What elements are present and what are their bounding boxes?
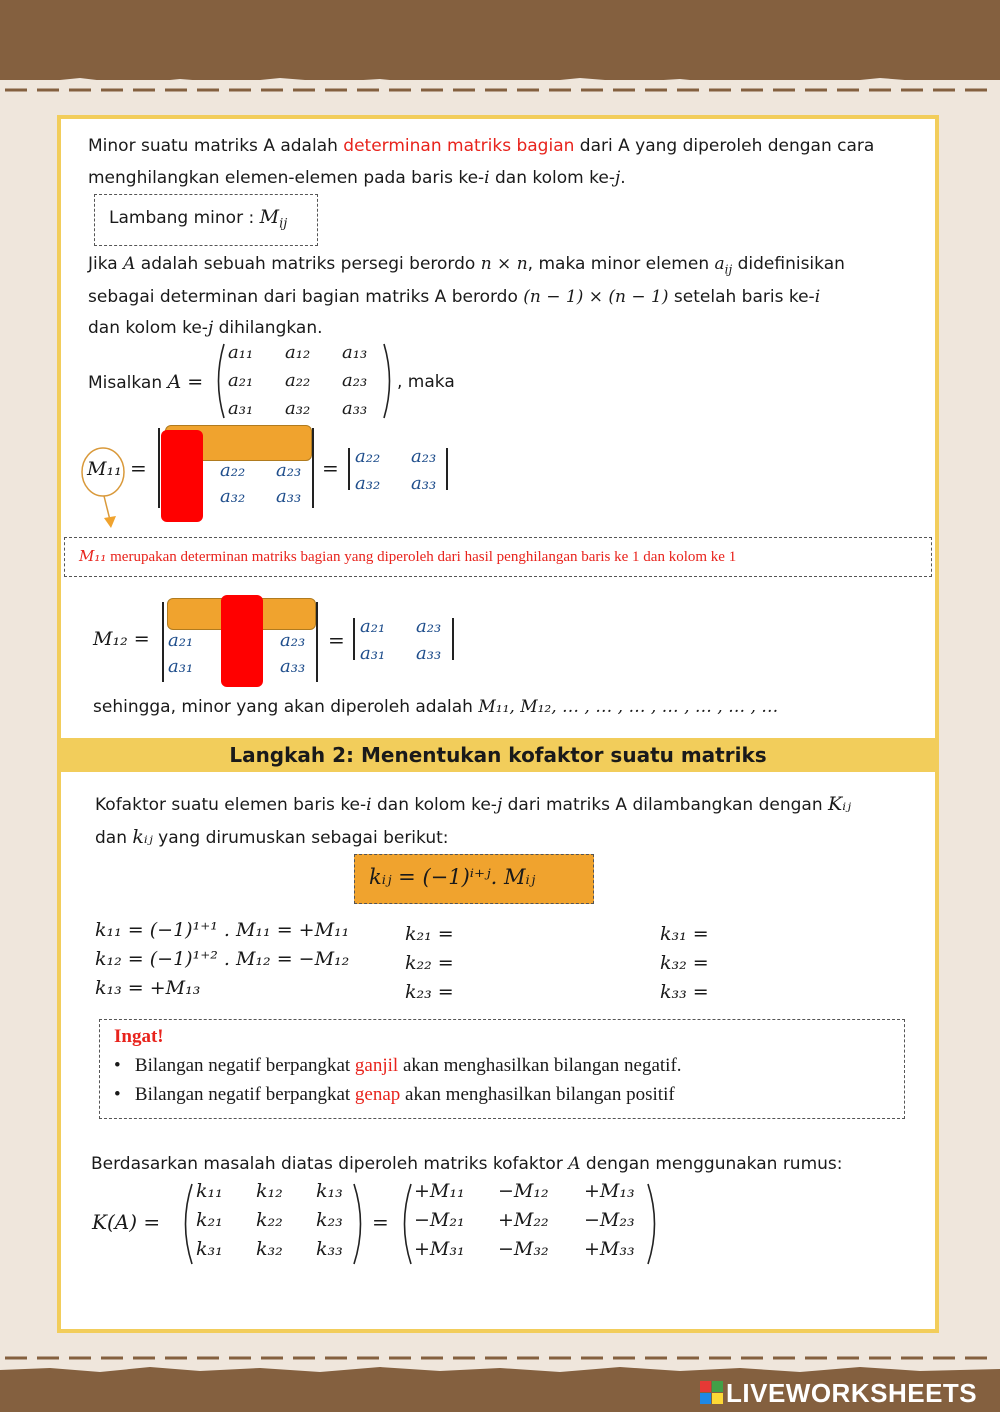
m12-submatrix-cell: a₂₁ [168, 630, 194, 651]
signed-minor-cell: +M₃₁ [414, 1238, 465, 1260]
top-decorative-band [0, 0, 1000, 80]
m11-note-text: M₁₁ merupakan determinan matriks bagian yang diperoleh dari hasil penghilangan baris ke 1 dan kolom ke 1 [79, 547, 737, 565]
matrix-a-cell: a₂₂ [285, 370, 311, 391]
k-matrix-right-paren [352, 1182, 368, 1266]
matrix-a-cell: a₁₁ [228, 342, 254, 363]
m11-submatrix-cell: a₂₂ [220, 460, 246, 481]
definition-line-3: dan kolom ke-j dihilangkan. [88, 318, 323, 338]
definition-line-2: sebagai determinan dari bagian matriks A berordo (n − 1) × (n − 1) setelah baris ke-i [88, 287, 821, 307]
signed-minor-matrix [414, 1180, 654, 1266]
logo-blocks-icon [700, 1381, 724, 1405]
definition-line-1: Jika A adalah sebuah matriks persegi berordo n × n, maka minor elemen $a_{ij}$ didefinisikan [88, 254, 845, 277]
signed-minor-cell: +M₃₃ [584, 1238, 635, 1260]
cofactor-column-2 [405, 920, 454, 1007]
matrix-a-cell: a₁₃ [342, 342, 368, 363]
m12-submatrix-cell: a₂₃ [280, 630, 306, 651]
cofactor-k22: k₂₂ = [405, 952, 454, 974]
k-matrix-cell: k₂₂ [256, 1209, 283, 1231]
m11-result-right-bar [446, 448, 448, 490]
intro-line-1: Minor suatu matriks A adalah determinan matriks bagian dari A yang diperoleh dengan cara [88, 136, 875, 156]
reminder-bullet-1: • Bilangan negatif berpangkat ganjil akan menghasilkan bilangan negatif. [114, 1055, 682, 1076]
matrix-a [228, 342, 388, 422]
cofactor-k31: k₃₁ = [660, 923, 709, 945]
k-matrix-cell: k₃₂ [256, 1238, 283, 1260]
matrix-a-left-paren [212, 342, 226, 420]
m11-submatrix-cell: a₃₃ [276, 486, 302, 507]
m11-det-right-bar [312, 428, 314, 508]
m11-submatrix-cell: a₂₃ [276, 460, 302, 481]
matrix-a-right-paren [382, 342, 396, 420]
reminder-box [99, 1019, 905, 1119]
m12-label: M₁₂ = [93, 628, 150, 650]
signed-minor-cell: −M₂₃ [584, 1209, 635, 1231]
cofactor-formula: kᵢⱼ = (−1)ⁱ⁺ʲ. Mᵢⱼ [369, 865, 536, 889]
m12-det-right-bar [316, 602, 318, 682]
signed-minor-cell: +M₁₁ [414, 1180, 465, 1202]
matrix-a-cell: a₂₁ [228, 370, 254, 391]
cofactor-k13: k₁₃ = +M₁₃ [95, 977, 201, 999]
reminder-title: Ingat! [114, 1026, 164, 1047]
m12-result-cell: a₂₁ [360, 616, 386, 637]
cofactor-column-1 [95, 916, 349, 1003]
intro-line-2: menghilangkan elemen-elemen pada baris ke-i dan kolom ke-j. [88, 168, 626, 188]
k-matrix-cell: k₁₃ [316, 1180, 343, 1202]
minor-symbol-box [94, 194, 318, 246]
minor-symbol-label: Lambang minor : $M_{ij}$ [109, 206, 288, 232]
cofactor-matrix-label: K(A) = [92, 1210, 161, 1234]
m11-result-cell: a₃₃ [411, 473, 437, 494]
matrix-a-cell: a₂₃ [342, 370, 368, 391]
cofactor-k12: k₁₂ = (−1)¹⁺² . M₁₂ = −M₁₂ [95, 948, 350, 970]
signed-minor-cell: +M₂₂ [498, 1209, 549, 1231]
k-matrix-cell: k₃₁ [196, 1238, 223, 1260]
signed-minor-cell: −M₂₁ [414, 1209, 465, 1231]
m12-submatrix-cell: a₃₃ [280, 656, 306, 677]
m11-result-cell: a₂₂ [355, 446, 381, 467]
example-suffix: , maka [397, 372, 455, 392]
m11-equals: = [130, 456, 147, 480]
cofactor-formula-box [354, 854, 594, 904]
m12-result-cell: a₂₃ [416, 616, 442, 637]
m12-det-left-bar [162, 602, 164, 682]
cofactor-matrix-equals: = [372, 1210, 389, 1234]
m12-result-right-bar [452, 618, 454, 660]
m12-result-cell: a₃₃ [416, 643, 442, 664]
m12-submatrix-cell: a₃₁ [168, 656, 194, 677]
m11-note-box [64, 537, 932, 577]
m11-result-cell: a₃₂ [355, 473, 381, 494]
k-matrix-cell: k₂₁ [196, 1209, 223, 1231]
signed-minor-cell: −M₁₂ [498, 1180, 549, 1202]
cofactor-k23: k₂₃ = [405, 981, 454, 1003]
k-matrix-cell: k₂₃ [316, 1209, 343, 1231]
m11-equals-2: = [322, 456, 339, 480]
m12-result-cell: a₃₁ [360, 643, 386, 664]
m-matrix-left-paren [397, 1182, 413, 1266]
cofactor-column-3 [660, 920, 709, 1007]
k-matrix [196, 1180, 366, 1266]
step-2-title: Langkah 2: Menentukan kofaktor suatu matriks [229, 743, 767, 767]
top-torn-paper-edge [0, 72, 1000, 112]
k-matrix-cell: k₁₂ [256, 1180, 283, 1202]
m12-result-left-bar [353, 618, 355, 660]
k-matrix-cell: k₃₃ [316, 1238, 343, 1260]
m11-result-cell: a₂₃ [411, 446, 437, 467]
cofactor-k21: k₂₁ = [405, 923, 454, 945]
m-matrix-right-paren [646, 1182, 662, 1266]
m11-det-left-bar [158, 428, 160, 508]
m11-label: M₁₁ [87, 458, 122, 480]
signed-minor-cell: −M₃₂ [498, 1238, 549, 1260]
k-matrix-left-paren [178, 1182, 194, 1266]
minor-summary: sehingga, minor yang akan diperoleh adalah M₁₁, M₁₂, … , … , … , … , … , … , … [93, 697, 779, 717]
m11-submatrix [220, 460, 320, 516]
matrix-a-cell: a₃₃ [342, 398, 368, 419]
cofactor-k33: k₃₃ = [660, 981, 709, 1003]
m11-submatrix-cell: a₃₂ [220, 486, 246, 507]
cofactor-line-2: dan kᵢⱼ yang dirumuskan sebagai berikut: [95, 826, 449, 848]
m12-equals-2: = [328, 628, 345, 652]
example-prefix: Misalkan A = [88, 371, 204, 393]
cofactor-line-1: Kofaktor suatu elemen baris ke-i dan kolom ke-j dari matriks A dilambangkan dengan Kᵢⱼ [95, 793, 852, 815]
logo-text: LIVEWORKSHEETS [726, 1378, 978, 1408]
matrix-a-cell: a₃₂ [285, 398, 311, 419]
conclusion-text: Berdasarkan masalah diatas diperoleh matriks kofaktor A dengan menggunakan rumus: [91, 1154, 843, 1174]
liveworksheets-logo[interactable] [700, 1378, 996, 1408]
signed-minor-cell: +M₁₃ [584, 1180, 635, 1202]
cofactor-k11: k₁₁ = (−1)¹⁺¹ . M₁₁ = +M₁₁ [95, 919, 350, 941]
reminder-bullet-2: • Bilangan negatif berpangkat genap akan menghasilkan bilangan positif [114, 1084, 675, 1105]
k-matrix-cell: k₁₁ [196, 1180, 223, 1202]
m11-result-matrix [355, 446, 455, 502]
cofactor-k32: k₃₂ = [660, 952, 709, 974]
m12-result-matrix [360, 616, 460, 672]
m11-removed-column-highlight [161, 430, 203, 522]
m12-submatrix [168, 630, 318, 686]
matrix-a-cell: a₁₂ [285, 342, 311, 363]
step-2-header [57, 738, 939, 772]
matrix-a-cell: a₃₁ [228, 398, 254, 419]
m11-result-left-bar [348, 448, 350, 490]
